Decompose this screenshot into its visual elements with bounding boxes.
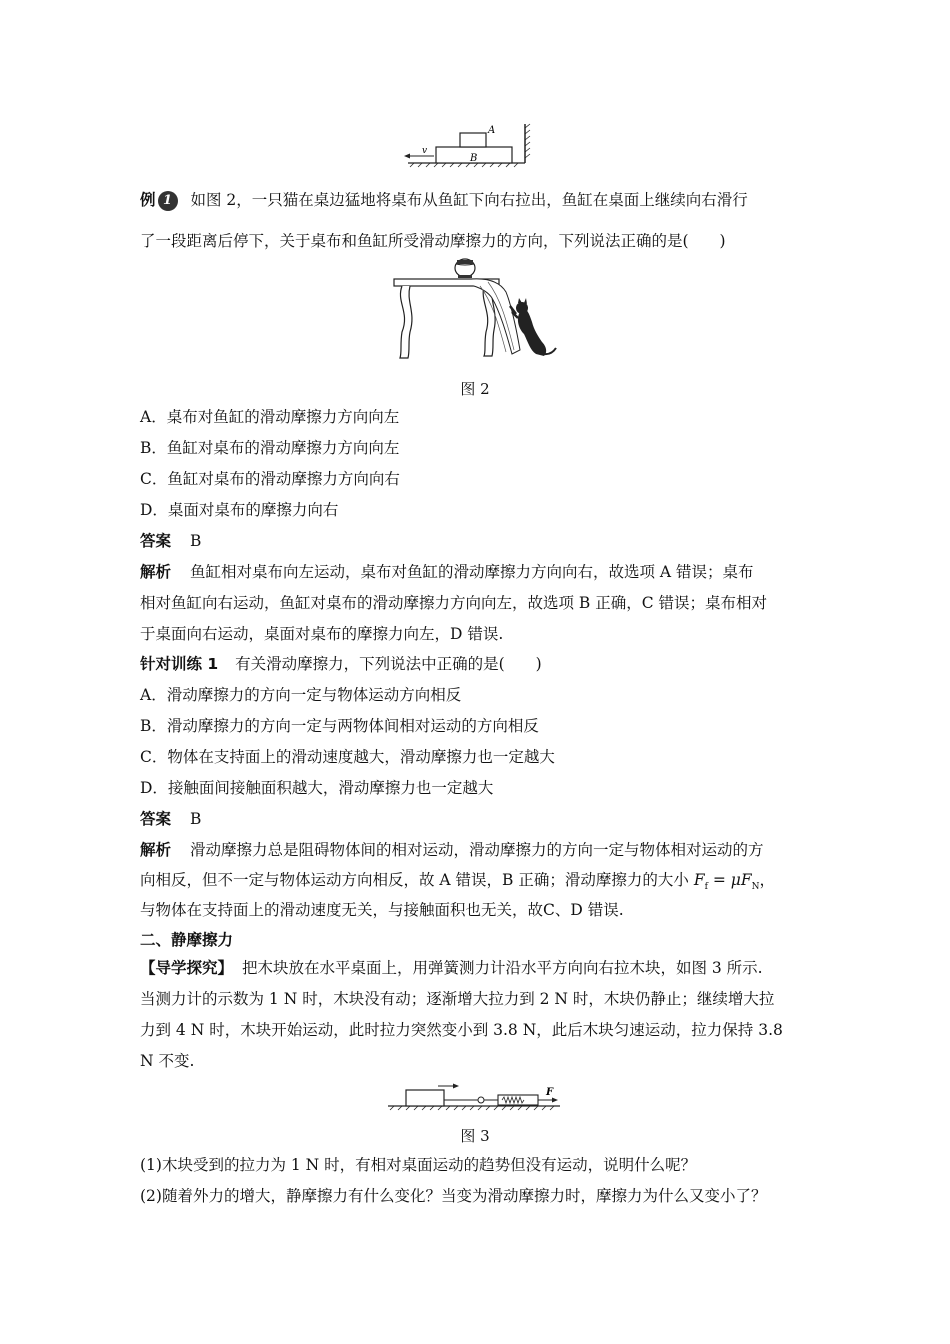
label-a: A [488, 125, 496, 136]
example-question-line1: 如图 2，一只猫在桌边猛地将桌布从鱼缸下向右拉出，鱼缸在桌面上继续向右滑行 [190, 191, 748, 209]
guide-label: 【导学探究】 [140, 959, 234, 977]
training-answer-value: B [189, 810, 202, 828]
guide-line1 [140, 958, 812, 978]
guide-line4: N 不变. [140, 1052, 195, 1070]
training-option-a: A．滑动摩擦力的方向一定与物体运动方向相反 [140, 686, 462, 704]
label-f: F [546, 1087, 554, 1098]
analysis-text-1: 鱼缸相对桌布向左运动，桌布对鱼缸的滑动摩擦力方向向右，故选项 A 错误；桌布 [189, 563, 754, 581]
formula-f-sub: f [704, 882, 708, 893]
training-analysis-line3: 与物体在支持面上的滑动速度无关，与接触面积也无关，故C、D 错误. [140, 901, 624, 919]
block-a [460, 133, 486, 147]
section-2-heading: 二、静摩擦力 [140, 931, 234, 949]
example-question-line2: 了一段距离后停下，关于桌布和鱼缸所受滑动摩擦力的方向，下列说法正确的是( ) [140, 232, 726, 250]
training-answer [140, 809, 812, 829]
formula-mu-fn: μF [730, 871, 752, 889]
training-question-text: 有关滑动摩擦力，下列说法中正确的是( ) [235, 655, 542, 673]
fishbowl-icon [455, 259, 475, 278]
figure-table-cat [388, 252, 563, 364]
training-option-c: C．物体在支持面上的滑动速度越大，滑动摩擦力也一定越大 [140, 748, 555, 766]
formula-eq: = [707, 871, 731, 889]
example-option-c: C．鱼缸对桌布的滑动摩擦力方向向右 [140, 470, 400, 488]
formula-end: ， [759, 871, 775, 889]
example-option-b: B．鱼缸对桌布的滑动摩擦力方向向左 [140, 439, 400, 457]
training-analysis-line2 [140, 870, 812, 897]
figure-blocks-a-b [400, 118, 540, 170]
example-analysis-line2: 相对鱼缸向右运动，鱼缸对桌布的滑动摩擦力方向向左，故选项 B 正确，C 错误；桌布相对 [140, 594, 768, 612]
question-1: (1)木块受到的拉力为 1 N 时，有相对桌面运动的趋势但没有运动，说明什么呢？ [140, 1156, 697, 1174]
label-v: v [422, 146, 428, 156]
guide-line3: 力到 4 N 时，木块开始运动，此时拉力突然变小到 3.8 N，此后木块匀速运动，拉力保持 3.8 [140, 1021, 783, 1039]
example-answer [140, 531, 812, 551]
figure-2-caption: 图 2 [460, 380, 490, 398]
guide-line2: 当测力计的示数为 1 N 时，木块没有动；逐渐增大拉力到 2 N 时，木块仍静止；继续增大拉 [140, 990, 775, 1008]
training-label: 针对训练 1 [140, 655, 219, 673]
training-option-d: D．接触面间接触面积越大，滑动摩擦力也一定越大 [140, 779, 494, 797]
example-tag: 例 [140, 191, 156, 209]
example-1-line-1 [140, 190, 812, 211]
training-option-b: B．滑动摩擦力的方向一定与两物体间相对运动的方向相反 [140, 717, 539, 735]
training-answer-label: 答案 [140, 810, 172, 828]
figure-spring-scale [386, 1082, 564, 1116]
guide-text-1: 把木块放在水平桌面上，用弹簧测力计沿水平方向向右拉木块，如图 3 所示. [241, 959, 763, 977]
example-option-a: A．桌布对鱼缸的滑动摩擦力方向向左 [140, 408, 400, 426]
label-b: B [470, 153, 478, 164]
question-2: (2)随着外力的增大，静摩擦力有什么变化？当变为滑动摩擦力时，摩擦力为什么又变小了？ [140, 1187, 767, 1205]
formula-f: F [693, 871, 705, 889]
training-1-question [140, 654, 812, 674]
training-analysis-line1 [140, 840, 812, 860]
example-number-badge: 1 [158, 191, 178, 211]
answer-value: B [189, 532, 202, 550]
example-option-d: D．桌面对桌布的摩擦力向右 [140, 501, 339, 519]
example-analysis-line3: 于桌面向右运动，桌面对桌布的摩擦力向左，D 错误. [140, 625, 504, 643]
figure-3-caption: 图 3 [460, 1127, 490, 1145]
wood-block [406, 1090, 444, 1106]
example-analysis-line1 [140, 562, 812, 582]
analysis-label: 解析 [140, 563, 172, 581]
answer-label: 答案 [140, 532, 172, 550]
training-analysis-label: 解析 [140, 841, 172, 859]
training-analysis-text-2: 向相反，但不一定与物体运动方向相反，故 A 错误，B 正确；滑动摩擦力的大小 [140, 871, 689, 889]
training-analysis-text-1: 滑动摩擦力总是阻碍物体间的相对运动，滑动摩擦力的方向一定与物体相对运动的方 [189, 841, 764, 859]
formula-n-sub: N [751, 882, 760, 893]
